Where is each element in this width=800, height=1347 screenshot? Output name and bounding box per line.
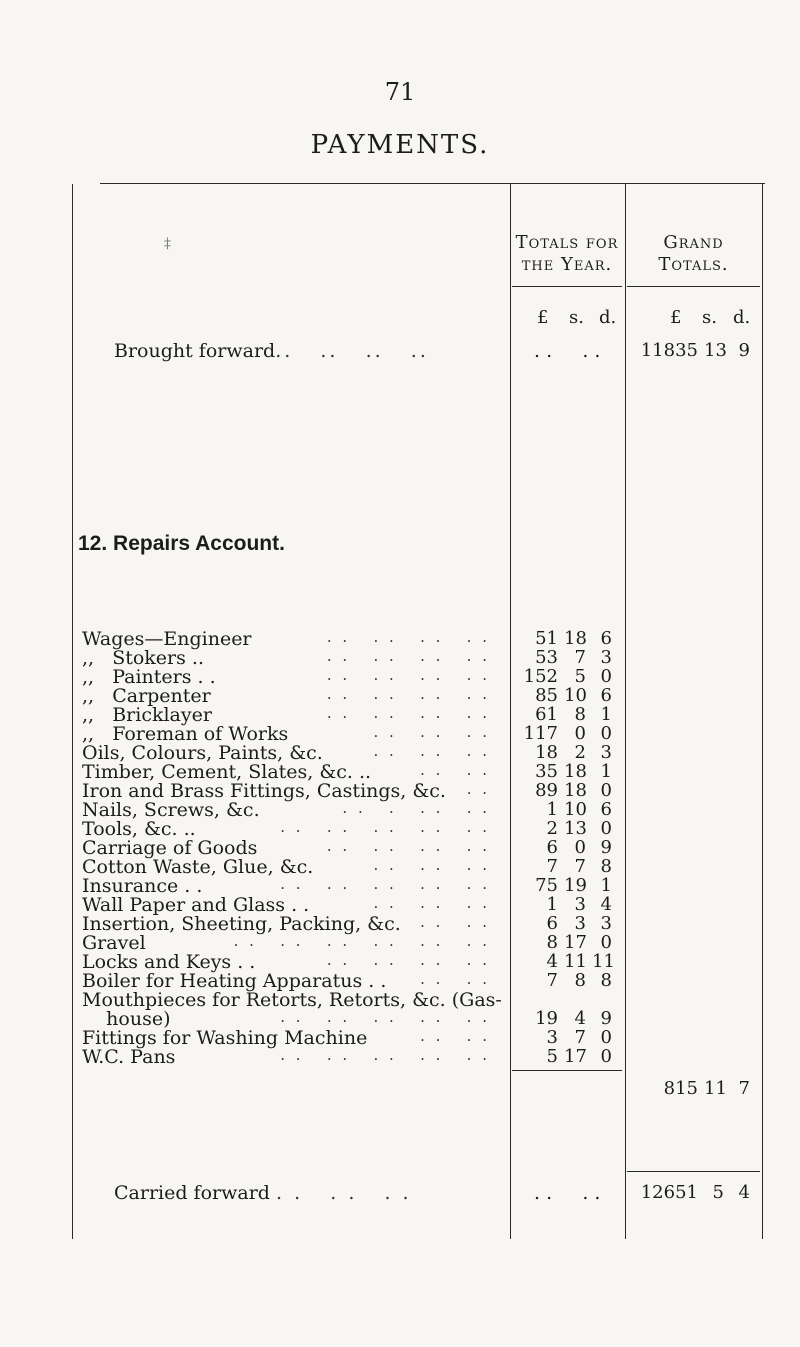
- item-pounds: 53: [535, 647, 558, 668]
- item-shillings: 8: [574, 704, 586, 725]
- grand-total-rule: [627, 1171, 760, 1172]
- grand-pence: 4: [738, 1182, 750, 1203]
- item-label: Insertion, Sheeting, Packing, &c.: [82, 913, 401, 935]
- item-label: Fittings for Washing Machine: [82, 1027, 368, 1049]
- item-label: Cotton Waste, Glue, &c.: [82, 856, 314, 878]
- item-shillings: 10: [564, 799, 587, 820]
- item-shillings: 11: [564, 951, 587, 972]
- item-pounds: 8: [546, 932, 558, 953]
- item-pence: 3: [600, 913, 612, 934]
- item-leader-dots: . . . . . . . .: [326, 837, 490, 855]
- item-label: Locks and Keys . .: [82, 951, 256, 973]
- item-label: Oils, Colours, Paints, &c.: [82, 742, 323, 764]
- item-label: Carriage of Goods: [82, 837, 258, 859]
- item-pounds: 7: [546, 856, 558, 877]
- item-shillings: 19: [564, 875, 587, 896]
- item-pounds: 5: [546, 1046, 558, 1067]
- item-leader-dots: . .: [466, 780, 490, 798]
- item-leader-dots: . . . . . . . . . .: [280, 1008, 490, 1026]
- item-label: Timber, Cement, Slates, &c. ..: [82, 761, 372, 783]
- totals-for-year-header: [512, 232, 622, 276]
- header-rule-grand: [627, 286, 760, 287]
- item-pounds: 152: [523, 666, 558, 687]
- item-shillings: 18: [564, 780, 587, 801]
- grand-shillings: 5: [712, 1182, 724, 1203]
- item-leader-dots: . . . . . . . .: [326, 704, 490, 722]
- item-shillings: 2: [574, 742, 586, 763]
- item-leader-dots: . . . . . . . . . .: [280, 1046, 490, 1064]
- item-pence: 9: [600, 837, 612, 858]
- subtotal-pounds: 815: [663, 1078, 698, 1099]
- grand-header-line2: Totals.: [658, 254, 729, 275]
- item-shillings: 7: [574, 647, 586, 668]
- item-pounds: 18: [535, 742, 558, 763]
- grand-pence: 9: [738, 340, 750, 361]
- item-shillings: 0: [574, 723, 586, 744]
- item-shillings: 7: [574, 1027, 586, 1048]
- item-label: Iron and Brass Fittings, Castings, &c.: [82, 780, 446, 802]
- item-pounds: 3: [546, 1027, 558, 1048]
- item-label: ,, Stokers ..: [82, 647, 204, 669]
- item-pence: 1: [600, 875, 612, 896]
- table-top-rule: [100, 183, 765, 184]
- item-pence: 8: [600, 970, 612, 991]
- item-label: ,, Foreman of Works: [82, 723, 289, 745]
- item-leader-dots: . . . . . . . .: [326, 666, 490, 684]
- totals-header-line2: the Year.: [521, 254, 613, 275]
- item-pence: 0: [600, 1027, 612, 1048]
- item-leader-dots: . . . . . . . .: [326, 951, 490, 969]
- item-shillings: 8: [574, 970, 586, 991]
- item-pounds: 1: [546, 799, 558, 820]
- item-pounds: 75: [535, 875, 558, 896]
- item-pence: 0: [600, 723, 612, 744]
- item-label: ,, Bricklayer: [82, 704, 212, 726]
- item-pounds: 6: [546, 837, 558, 858]
- item-leader-dots: . . . . . .: [373, 856, 490, 874]
- item-pence: 3: [600, 647, 612, 668]
- item-shillings: 3: [574, 894, 586, 915]
- item-pence: 0: [600, 780, 612, 801]
- item-label: Boiler for Heating Apparatus . .: [82, 970, 387, 992]
- item-pence: 3: [600, 742, 612, 763]
- item-label: Mouthpieces for Retorts, Retorts, &c. (Gas-: [82, 989, 502, 1011]
- grand-pounds: 12651: [640, 1182, 698, 1203]
- page-number: 71: [384, 78, 416, 106]
- grand-column-divider: [625, 184, 626, 1239]
- item-label: Insurance . .: [82, 875, 203, 897]
- item-leader-dots: . . . . . . . . . . . .: [233, 932, 490, 950]
- item-pence: 0: [600, 932, 612, 953]
- item-label: Nails, Screws, &c.: [82, 799, 260, 821]
- brought-forward-totals-placeholder: . . . .: [534, 340, 601, 362]
- item-pence: 11: [592, 951, 615, 972]
- item-pence: 8: [600, 856, 612, 877]
- item-pounds: 19: [535, 1008, 558, 1029]
- item-pence: 6: [600, 799, 612, 820]
- item-label: Gravel: [82, 932, 146, 954]
- item-pence: 6: [600, 685, 612, 706]
- item-shillings: 13: [564, 818, 587, 839]
- item-shillings: 17: [564, 932, 587, 953]
- item-shillings: 18: [564, 761, 587, 782]
- shilling-symbol: s.: [569, 307, 584, 328]
- pound-symbol: £: [537, 307, 549, 328]
- header-rule-totals: [512, 286, 622, 287]
- item-pounds: 51: [535, 628, 558, 649]
- totals-header-line1: Totals for: [515, 232, 619, 253]
- item-leader-dots: . . . . . . . .: [326, 647, 490, 665]
- grand-header-line1: Grand: [663, 232, 724, 253]
- item-shillings: 3: [574, 913, 586, 934]
- item-pence: 0: [600, 1046, 612, 1067]
- item-leader-dots: . . . . . . . .: [326, 628, 490, 646]
- pound-symbol: £: [670, 307, 682, 328]
- item-pounds: 89: [535, 780, 558, 801]
- pence-symbol: d.: [599, 307, 617, 328]
- section-heading: 12. Repairs Account.: [78, 532, 285, 555]
- item-pounds: 117: [523, 723, 558, 744]
- grand-pounds: 11835: [640, 340, 698, 361]
- brought-forward-text: Brought forward: [114, 340, 276, 362]
- item-label: ,, Carpenter: [82, 685, 211, 707]
- item-leader-dots: . . . .: [420, 761, 490, 779]
- left-border: [72, 184, 73, 1239]
- item-leader-dots: . . . . . .: [373, 742, 490, 760]
- item-shillings: 5: [574, 666, 586, 687]
- item-pence: 1: [600, 761, 612, 782]
- item-label: Wall Paper and Glass . .: [82, 894, 310, 916]
- item-label: house): [82, 1008, 171, 1030]
- item-pounds: 4: [546, 951, 558, 972]
- carried-forward-leader: . . . . . .: [276, 1182, 412, 1204]
- item-label: Wages—Engineer: [82, 628, 252, 650]
- item-leader-dots: . . . . . . . .: [326, 685, 490, 703]
- item-leader-dots: . . . . . . . . . .: [280, 818, 490, 836]
- subtotal-rule: [512, 1070, 622, 1071]
- item-pounds: 1: [546, 894, 558, 915]
- item-leader-dots: . . . .: [420, 970, 490, 988]
- item-pence: 4: [600, 894, 612, 915]
- page-title: PAYMENTS.: [310, 130, 490, 160]
- item-label: W.C. Pans: [82, 1046, 176, 1068]
- item-shillings: 18: [564, 628, 587, 649]
- item-pence: 6: [600, 628, 612, 649]
- item-pounds: 85: [535, 685, 558, 706]
- grand-totals-header: [627, 232, 760, 276]
- item-pounds: 2: [546, 818, 558, 839]
- pence-symbol: d.: [733, 307, 751, 328]
- item-pence: 0: [600, 818, 612, 839]
- item-label: Tools, &c. ..: [82, 818, 196, 840]
- item-pounds: 35: [535, 761, 558, 782]
- item-pounds: 7: [546, 970, 558, 991]
- item-leader-dots: . . . . . .: [373, 894, 490, 912]
- item-leader-dots: . . . .: [420, 913, 490, 931]
- item-shillings: 0: [574, 837, 586, 858]
- subtotal-pence: 7: [738, 1078, 750, 1099]
- item-shillings: 4: [574, 1008, 586, 1029]
- brought-forward-label: Brought forward.. .. .. ..: [114, 340, 429, 362]
- item-leader-dots: . . . . . . . . . .: [280, 875, 490, 893]
- item-pounds: 61: [535, 704, 558, 725]
- item-pence: 1: [600, 704, 612, 725]
- carried-forward-text: Carried forward: [114, 1182, 270, 1204]
- item-pounds: 6: [546, 913, 558, 934]
- carried-forward-label: [114, 1182, 412, 1204]
- header-icon: ‡: [164, 236, 171, 252]
- shilling-symbol: s.: [702, 307, 717, 328]
- right-border: [762, 184, 763, 1239]
- item-shillings: 10: [564, 685, 587, 706]
- item-pence: 9: [600, 1008, 612, 1029]
- item-shillings: 17: [564, 1046, 587, 1067]
- item-pence: 0: [600, 666, 612, 687]
- subtotal-shillings: 11: [704, 1078, 727, 1099]
- item-shillings: 7: [574, 856, 586, 877]
- carried-forward-totals-placeholder: . . . .: [534, 1182, 601, 1204]
- totals-column-divider: [510, 184, 511, 1239]
- grand-shillings: 13: [704, 340, 727, 361]
- item-leader-dots: . . . . . . .: [342, 799, 490, 817]
- item-leader-dots: . . . . . .: [373, 723, 490, 741]
- item-label: ,, Painters . .: [82, 666, 216, 688]
- item-leader-dots: . . . .: [420, 1027, 490, 1045]
